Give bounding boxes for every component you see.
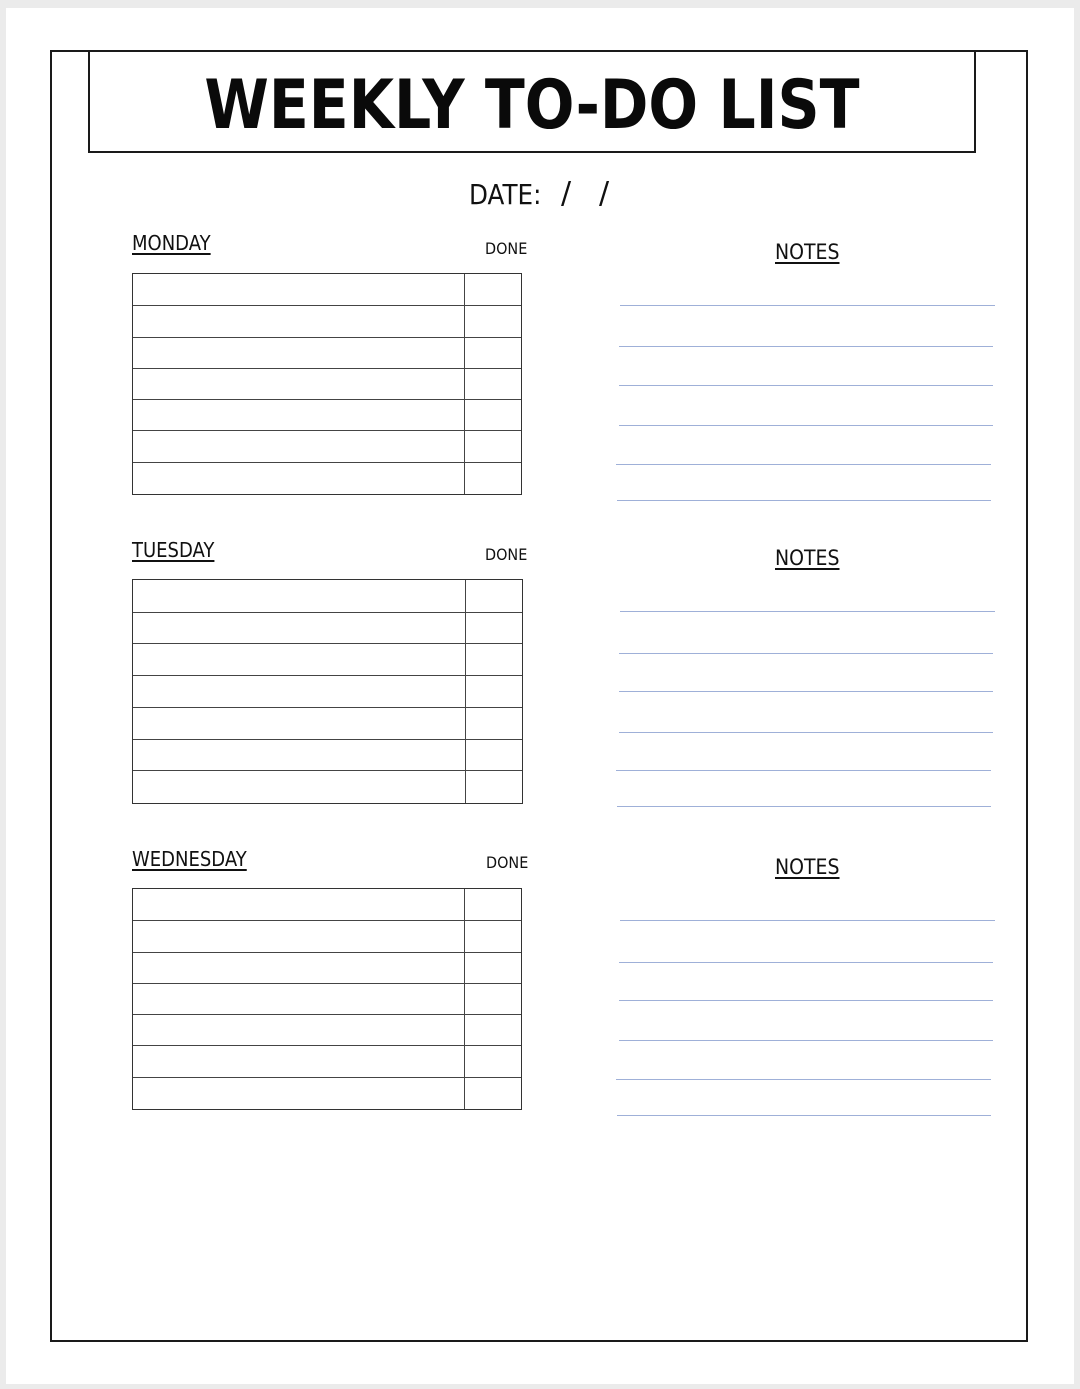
done-checkbox-cell[interactable] <box>465 580 521 612</box>
done-checkbox-cell[interactable] <box>464 889 520 920</box>
note-line[interactable] <box>619 1000 993 1001</box>
done-checkbox-cell[interactable] <box>464 1015 520 1046</box>
todo-row <box>133 462 521 494</box>
todo-row <box>133 430 521 462</box>
title-box <box>88 50 976 153</box>
task-cell[interactable] <box>133 889 464 920</box>
task-cell[interactable] <box>133 1078 464 1109</box>
todo-row <box>133 952 521 984</box>
done-checkbox-cell[interactable] <box>465 613 521 645</box>
done-checkbox-cell[interactable] <box>465 708 521 740</box>
note-line[interactable] <box>619 962 993 963</box>
todo-row <box>133 1045 521 1077</box>
done-checkbox-cell[interactable] <box>464 274 520 305</box>
done-label: DONE <box>485 545 528 564</box>
task-cell[interactable] <box>133 274 464 305</box>
notes-label: NOTES <box>775 855 840 879</box>
done-checkbox-cell[interactable] <box>464 1046 520 1077</box>
task-cell[interactable] <box>133 921 464 952</box>
note-line[interactable] <box>620 305 995 306</box>
todo-row <box>133 580 522 612</box>
task-cell[interactable] <box>133 613 465 645</box>
todo-row <box>133 1077 521 1109</box>
done-checkbox-cell[interactable] <box>465 676 521 708</box>
task-cell[interactable] <box>133 338 464 369</box>
note-line[interactable] <box>617 806 991 807</box>
todo-row <box>133 770 522 803</box>
task-cell[interactable] <box>133 984 464 1015</box>
task-cell[interactable] <box>133 953 464 984</box>
task-cell[interactable] <box>133 644 465 676</box>
task-cell[interactable] <box>133 463 464 494</box>
done-checkbox-cell[interactable] <box>464 400 520 431</box>
task-cell[interactable] <box>133 580 465 612</box>
page-title: WEEKLY TO-DO LIST <box>204 65 860 145</box>
done-label: DONE <box>485 239 528 258</box>
task-cell[interactable] <box>133 431 464 462</box>
done-checkbox-cell[interactable] <box>464 1078 520 1109</box>
day-label: TUESDAY <box>132 538 215 562</box>
note-line[interactable] <box>617 500 991 501</box>
todo-row <box>133 707 522 740</box>
todo-row <box>133 643 522 676</box>
done-checkbox-cell[interactable] <box>464 431 520 462</box>
note-line[interactable] <box>620 611 995 612</box>
note-line[interactable] <box>619 691 993 692</box>
todo-row <box>133 739 522 772</box>
done-checkbox-cell[interactable] <box>464 953 520 984</box>
done-label: DONE <box>486 853 529 872</box>
day-label: MONDAY <box>132 231 211 255</box>
done-checkbox-cell[interactable] <box>464 984 520 1015</box>
todo-row <box>133 983 521 1015</box>
notes-label: NOTES <box>775 240 840 264</box>
done-checkbox-cell[interactable] <box>465 771 521 803</box>
done-checkbox-cell[interactable] <box>464 369 520 400</box>
note-line[interactable] <box>616 1079 991 1080</box>
note-line[interactable] <box>619 425 993 426</box>
todo-row <box>133 337 521 369</box>
task-cell[interactable] <box>133 1046 464 1077</box>
task-cell[interactable] <box>133 369 464 400</box>
note-line[interactable] <box>616 464 991 465</box>
note-line[interactable] <box>620 920 995 921</box>
todo-row <box>133 274 521 305</box>
task-cell[interactable] <box>133 708 465 740</box>
done-checkbox-cell[interactable] <box>465 644 521 676</box>
note-line[interactable] <box>617 1115 991 1116</box>
note-line[interactable] <box>616 770 991 771</box>
note-line[interactable] <box>619 732 993 733</box>
task-cell[interactable] <box>133 1015 464 1046</box>
date-separator: / <box>561 176 572 211</box>
note-line[interactable] <box>619 653 993 654</box>
task-cell[interactable] <box>133 771 465 803</box>
todo-row <box>133 889 521 920</box>
task-cell[interactable] <box>133 676 465 708</box>
note-line[interactable] <box>619 346 993 347</box>
todo-row <box>133 920 521 952</box>
note-line[interactable] <box>619 1040 993 1041</box>
done-checkbox-cell[interactable] <box>464 306 520 337</box>
note-line[interactable] <box>619 385 993 386</box>
done-checkbox-cell[interactable] <box>464 921 520 952</box>
task-cell[interactable] <box>133 400 464 431</box>
todo-table <box>132 273 522 495</box>
todo-row <box>133 399 521 431</box>
todo-table <box>132 579 523 804</box>
todo-table <box>132 888 522 1110</box>
done-checkbox-cell[interactable] <box>464 338 520 369</box>
todo-row <box>133 612 522 645</box>
done-checkbox-cell[interactable] <box>464 463 520 494</box>
date-line <box>469 176 610 212</box>
notes-label: NOTES <box>775 546 840 570</box>
todo-row <box>133 1014 521 1046</box>
day-label: WEDNESDAY <box>132 847 247 871</box>
todo-row <box>133 368 521 400</box>
task-cell[interactable] <box>133 740 465 772</box>
date-separator: / <box>599 176 610 211</box>
date-label: DATE: <box>469 177 542 211</box>
done-checkbox-cell[interactable] <box>465 740 521 772</box>
todo-row <box>133 675 522 708</box>
todo-row <box>133 305 521 337</box>
task-cell[interactable] <box>133 306 464 337</box>
